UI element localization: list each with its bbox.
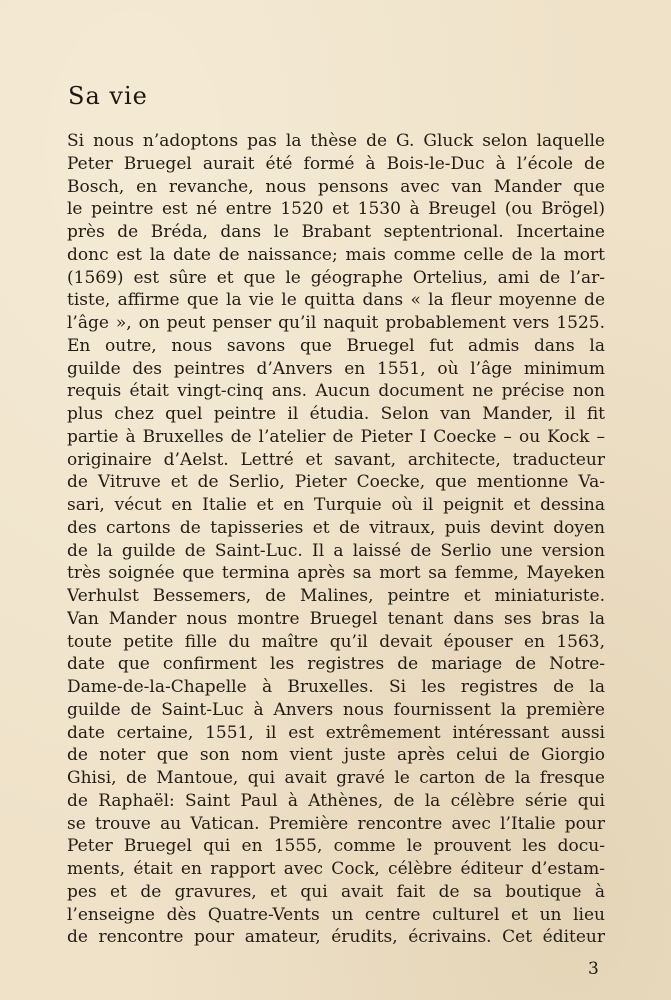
text-line-17: sari, vécut en Italie et en Turquie où il peignit et dessina — [67, 495, 605, 515]
text-line-33: ments, était en rapport avec Cock, célèbre éditeur d’estam- — [67, 859, 605, 879]
text-line-26: guilde de Saint-Luc à Anvers nous fournissent la première — [67, 699, 605, 720]
text-line-23: toute petite fille du maître qu’il devait épouser en 1563, — [67, 631, 605, 652]
text-line-25: Dame-de-la-Chapelle à Bruxelles. Si les registres de la — [67, 677, 605, 697]
text-line-8: tiste, affirme que la vie le quitta dans « la fleur moyenne de — [67, 290, 605, 311]
text-line-19: de la guilde de Saint-Luc. Il a laissé de Serlio une version — [67, 540, 605, 561]
text-line-20: très soignée que termina après sa mort sa femme, Mayeken — [67, 563, 605, 584]
text-line-3: Bosch, en revanche, nous pensons avec van Mander que — [67, 176, 605, 197]
text-line-34: pes et de gravures, et qui avait fait de sa boutique à — [67, 881, 605, 902]
text-line-35: l’enseigne dès Quatre-Vents un centre culturel et un lieu — [67, 904, 605, 925]
page-number: 3 — [588, 959, 599, 979]
text-line-13: plus chez quel peintre il étudia. Selon van Mander, il fit — [67, 404, 605, 424]
text-line-9: l’âge », on peut penser qu’il naquit probablement vers 1525. — [67, 313, 605, 333]
chapter-title: Sa vie — [68, 82, 148, 110]
text-line-21: Verhulst Bessemers, de Malines, peintre et miniaturiste. — [67, 586, 605, 606]
text-line-27: date certaine, 1551, il est extrêmement intéressant aussi — [67, 722, 605, 743]
text-line-18: des cartons de tapisseries et de vitraux, puis devint doyen — [67, 517, 605, 538]
text-line-2: Peter Bruegel aurait été formé à Bois-le-Duc à l’école de — [67, 153, 605, 174]
text-line-30: de Raphaël: Saint Paul à Athènes, de la célèbre série qui — [67, 790, 605, 811]
text-line-32: Peter Bruegel qui en 1555, comme le prouvent les docu- — [67, 836, 605, 857]
text-line-36: de rencontre pour amateur, érudits, écrivains. Cet éditeur — [67, 927, 605, 948]
text-line-6: donc est la date de naissance; mais comme celle de la mort — [67, 244, 605, 265]
text-line-4: le peintre est né entre 1520 et 1530 à Breugel (ou Brögel) — [67, 199, 605, 220]
text-line-12: requis était vingt-cinq ans. Aucun document ne précise non — [67, 381, 605, 402]
text-line-1: Si nous n’adoptons pas la thèse de G. Gluck selon laquelle — [67, 131, 605, 151]
text-line-31: se trouve au Vatican. Première rencontre avec l’Italie pour — [67, 813, 605, 834]
text-line-7: (1569) est sûre et que le géographe Ortelius, ami de l’ar- — [67, 267, 605, 288]
text-line-14: partie à Bruxelles de l’atelier de Pieter I Coecke – ou Kock – — [67, 426, 605, 447]
text-line-16: de Vitruve et de Serlio, Pieter Coecke, que mentionne Va- — [67, 472, 605, 493]
text-line-28: de noter que son nom vient juste après celui de Giorgio — [67, 745, 605, 766]
text-line-15: originaire d’Aelst. Lettré et savant, architecte, traducteur — [67, 449, 605, 470]
text-line-29: Ghisi, de Mantoue, qui avait gravé le carton de la fresque — [67, 768, 605, 788]
text-line-22: Van Mander nous montre Bruegel tenant dans ses bras la — [67, 608, 605, 629]
text-line-10: En outre, nous savons que Bruegel fut admis dans la — [67, 335, 605, 356]
text-line-5: près de Bréda, dans le Brabant septentrional. Incertaine — [67, 222, 605, 242]
body-text — [67, 130, 605, 949]
text-line-24: date que confirment les registres de mariage de Notre- — [67, 654, 605, 675]
text-line-11: guilde des peintres d’Anvers en 1551, où l’âge minimum — [67, 358, 605, 379]
